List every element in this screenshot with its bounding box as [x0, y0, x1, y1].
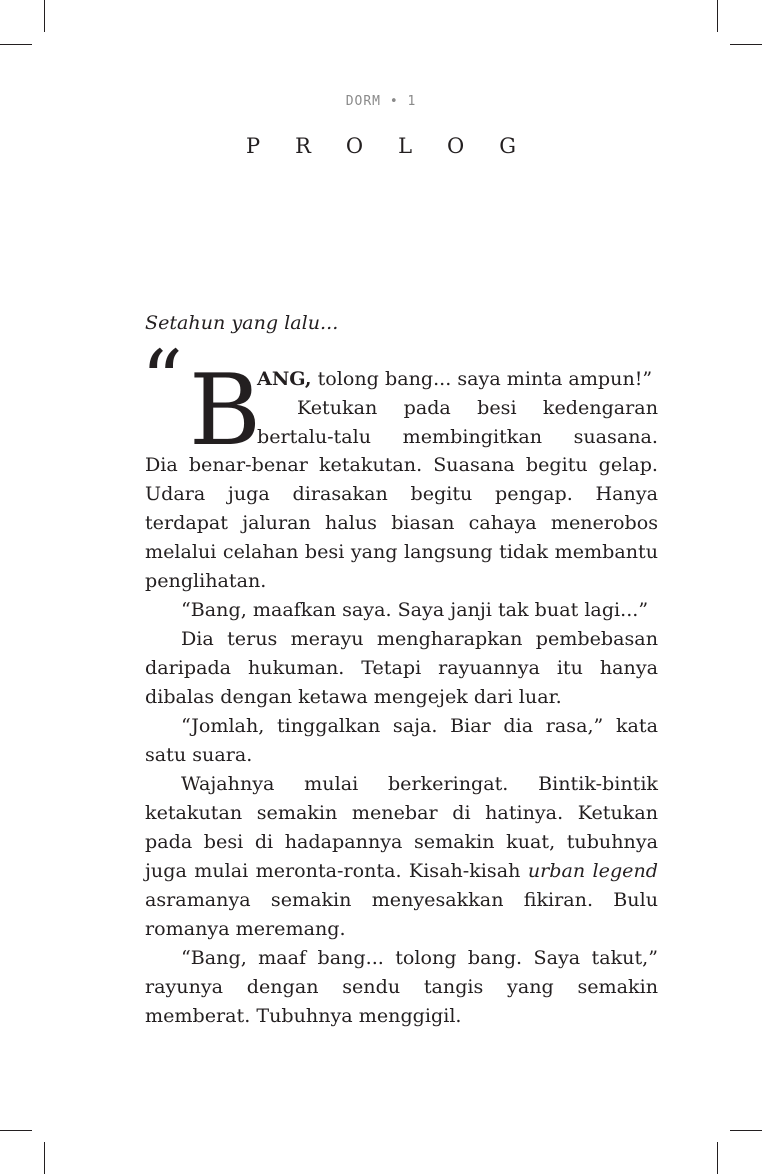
crop-mark-bottom-left-h — [0, 1130, 32, 1131]
opening-quote-mark: “ — [141, 334, 183, 429]
bold-lead: ANG, — [257, 367, 312, 390]
opening-line-3: bertalu-talu membingitkan suasana. — [257, 425, 658, 448]
drop-cap: B — [189, 354, 262, 468]
body-text — [145, 450, 658, 1030]
crop-mark-top-left-h — [0, 44, 32, 45]
crop-mark-top-right-v — [717, 0, 718, 32]
paragraph-5-emphasis: urban legend — [527, 859, 658, 882]
crop-mark-top-right-h — [730, 44, 762, 45]
intro-line: Setahun yang lalu... — [145, 311, 339, 334]
paragraph-4: “Jomlah, tinggalkan saja. Biar dia rasa,” kata satu suara. — [145, 714, 658, 766]
opening-line-1 — [257, 364, 658, 393]
paragraph-2: “Bang, maafkan saya. Saya janji tak buat lagi...” — [181, 598, 649, 621]
crop-mark-bottom-right-v — [717, 1142, 718, 1174]
crop-mark-bottom-left-v — [44, 1142, 45, 1174]
paragraph-5-part-a: Wajahnya mulai berkeringat. Bintik-bintik ketakutan semakin menebar di hatinya. Ketukan pada besi di hadapannya semakin kuat, tubuhnya juga mulai meronta-ronta. Kisah-kisah — [145, 772, 658, 882]
crop-mark-bottom-right-h — [730, 1130, 762, 1131]
paragraph-5-part-b: asramanya semakin menyesakkan fikiran. Bulu romanya meremang. — [145, 888, 658, 940]
paragraph-3: Dia terus merayu mengharapkan pembebasan daripada hukuman. Tetapi rayuannya itu hanya dibalas dengan ketawa mengejek dari luar. — [145, 627, 658, 708]
chapter-title: PROLOG — [245, 134, 552, 158]
paragraph-6: “Bang, maaf bang... tolong bang. Saya takut,” rayunya dengan sendu tangis yang semakin memberat. Tubuhnya menggigil. — [145, 946, 658, 1027]
running-head: DORM • 1 — [345, 94, 417, 109]
paragraph-1: Dia benar-benar ketakutan. Suasana begitu gelap. Udara juga dirasakan begitu pengap. Hanya terdapat jaluran halus biasan cahaya menerobos melalui celahan besi yang langsung tidak membantu penglihatan. — [145, 453, 658, 592]
crop-mark-top-left-v — [44, 0, 45, 32]
opening-line-1-rest: tolong bang... saya minta ampun!” — [311, 367, 653, 390]
opening-line-2-text: Ketukan pada besi kedengaran — [297, 396, 658, 419]
paragraph-5 — [145, 769, 658, 943]
opening-line-2 — [257, 393, 658, 422]
